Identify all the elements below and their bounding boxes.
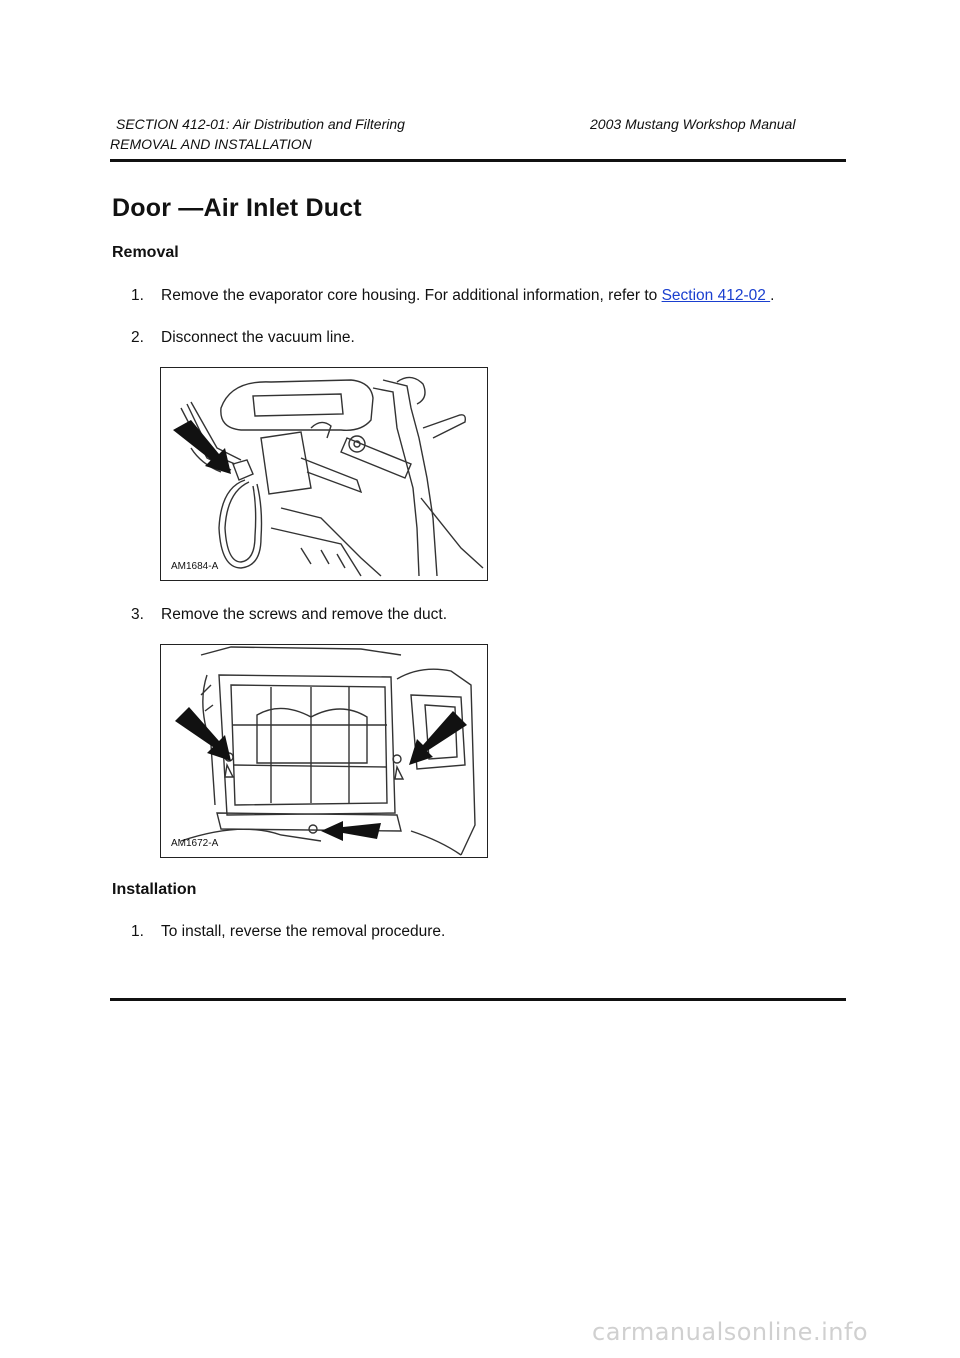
section-412-02-link[interactable]: Section 412-02 (661, 287, 771, 304)
step-text: Remove the evaporator core housing. For additional information, refer to (161, 287, 662, 304)
figure-duct-screws (160, 644, 488, 858)
step-number: 3. (131, 606, 144, 623)
removal-heading: Removal (112, 244, 179, 261)
step-text: Remove the screws and remove the duct. (161, 606, 448, 623)
duct-screws-illustration (161, 645, 487, 857)
installation-step-1 (131, 923, 445, 941)
removal-step-3 (131, 606, 447, 624)
figure-vacuum-line (160, 367, 488, 581)
removal-step-1 (131, 287, 774, 305)
watermark: carmanualsonline.info (592, 1318, 869, 1346)
vacuum-line-illustration (161, 368, 487, 580)
installation-heading: Installation (112, 881, 197, 898)
step-text: To install, reverse the removal procedure. (161, 923, 446, 940)
header-section: SECTION 412-01: Air Distribution and Filtering (116, 116, 405, 132)
step-number: 2. (131, 329, 144, 346)
step-number: 1. (131, 287, 144, 304)
header-subtitle: REMOVAL AND INSTALLATION (110, 136, 312, 152)
header-rule (110, 159, 846, 162)
step-text: Disconnect the vacuum line. (161, 329, 355, 346)
page-title: Door —Air Inlet Duct (112, 194, 362, 222)
figure-label: AM1684-A (171, 561, 219, 572)
header-manual-title: 2003 Mustang Workshop Manual (590, 116, 796, 132)
footer-rule (110, 998, 846, 1001)
figure-label: AM1672-A (171, 838, 219, 849)
step-number: 1. (131, 923, 144, 940)
removal-step-2 (131, 329, 355, 347)
step-text-after: . (770, 287, 775, 304)
